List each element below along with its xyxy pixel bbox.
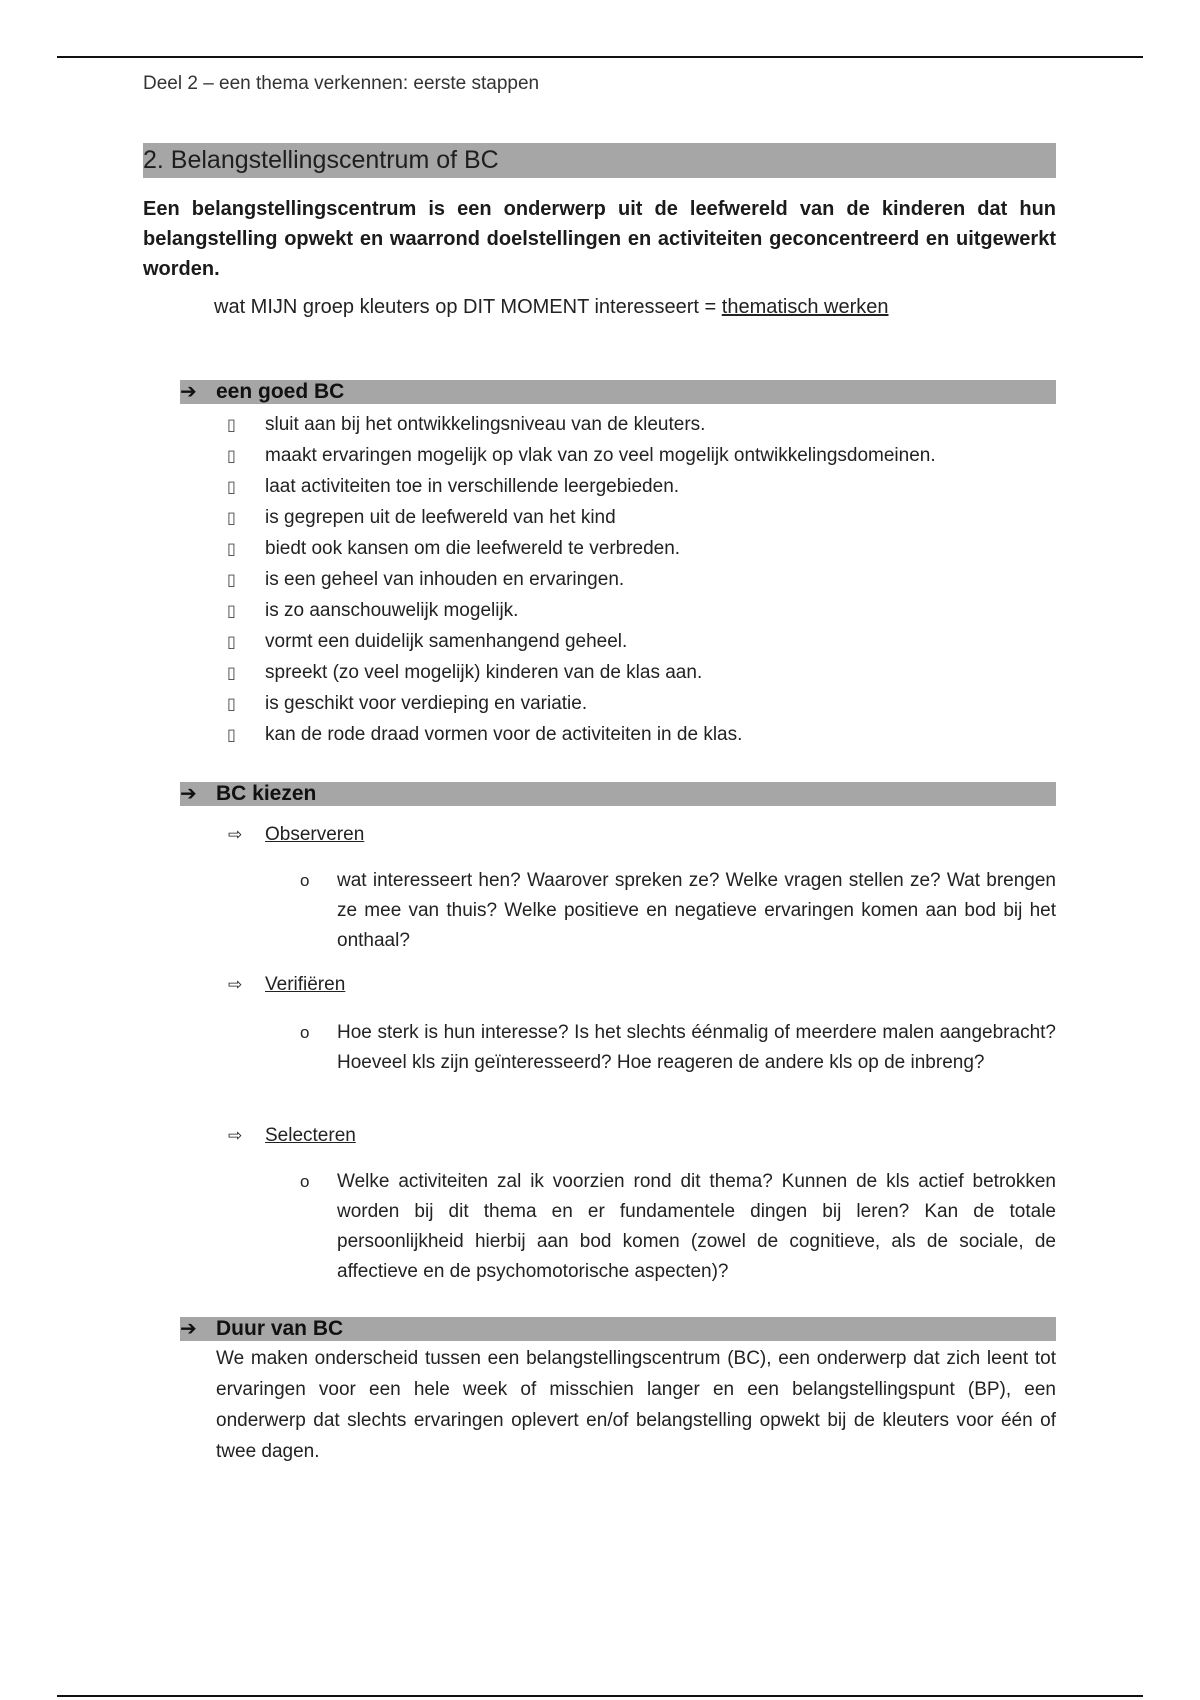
list-item [227,595,936,626]
list-item [227,657,936,688]
circle-bullet-icon: o [300,871,310,890]
list-item [227,471,936,502]
bullet-icon: ▯ [227,510,236,527]
list-item-text: kan de rode draad vormen voor de activiteiten in de klas. [265,724,743,745]
bullet-icon: ▯ [227,479,236,496]
list-item-text: vormt een duidelijk samenhangend geheel. [265,631,628,652]
list-item-text: sluit aan bij het ontwikkelingsniveau van de kleuters. [265,414,706,435]
step-observe [228,824,364,846]
arrow-right-icon: ➔ [180,1318,197,1340]
bullet-icon: ▯ [227,634,236,651]
list-item-text: biedt ook kansen om die leefwereld te verbreden. [265,538,681,559]
list-item-text: maakt ervaringen mogelijk op vlak van zo veel mogelijk ontwikkelingsdomeinen. [265,445,936,466]
good-bc-list [227,409,936,750]
step-label: Verifiëren [265,974,346,995]
bullet-icon: ▯ [227,541,236,558]
list-item-text: is zo aanschouwelijk mogelijk. [265,600,519,621]
heading-duration-label: Duur van BC [216,1317,344,1340]
list-item-text: is geschikt voor verdieping en variatie. [265,693,588,714]
tagline-emphasis: thematisch werken [721,296,889,318]
bullet-icon: ▯ [227,448,236,465]
bullet-icon: ▯ [227,417,236,434]
list-item [227,719,936,750]
bullet-icon: ▯ [227,665,236,682]
bullet-icon: ▯ [227,572,236,589]
list-item-text: is gegrepen uit de leefwereld van het kind [265,507,616,528]
heading-good-bc [180,380,1056,404]
tagline [214,296,889,319]
list-item [227,533,936,564]
bottom-rule [57,1695,1143,1697]
list-item-text: spreekt (zo veel mogelijk) kinderen van de klas aan. [265,662,703,683]
list-item-text: laat activiteiten toe in verschillende leergebieden. [265,476,680,497]
step-label: Selecteren [265,1125,356,1146]
running-head: Deel 2 – een thema verkennen: eerste stappen [143,73,540,94]
list-item [227,502,936,533]
step-detail-text: Hoe sterk is hun interesse? Is het slechts éénmalig of meerdere malen aangebracht? Hoeveel kls zijn geïnteresseerd? Hoe reageren de andere kls op de inbreng? [337,1022,1056,1073]
hollow-arrow-icon: ⇨ [228,825,243,844]
heading-choose-bc [180,782,1056,806]
list-item [227,440,936,471]
step-detail-text: wat interesseert hen? Waarover spreken ze? Welke vragen stellen ze? Wat brengen ze mee van thuis? Welke positieve en negatieve ervaringen komen aan bod bij het onthaal? [337,870,1056,951]
step-verify [228,974,345,996]
step-detail-text: Welke activiteiten zal ik voorzien rond dit thema? Kunnen de kls actief betrokken worden bij dit thema en er fundamentele dingen bij leren? Kan de totale persoonlijkheid hierbij aan bod komen (zowel de cognitieve, als de sociale, de affectieve en de psychomotorische aspecten)? [337,1171,1056,1282]
hollow-arrow-icon: ⇨ [228,975,243,994]
circle-bullet-icon: o [300,1023,310,1042]
tagline-prefix: wat MIJN groep kleuters op DIT MOMENT interesseert = [214,296,722,318]
arrow-right-icon: ➔ [180,381,197,403]
top-rule [57,56,1143,58]
list-item [227,409,936,440]
heading-duration [180,1317,1056,1341]
step-select [228,1125,356,1147]
list-item [227,626,936,657]
list-item [227,564,936,595]
circle-bullet-icon: o [300,1172,310,1191]
list-item [227,688,936,719]
bullet-icon: ▯ [227,727,236,744]
hollow-arrow-icon: ⇨ [228,1126,243,1145]
duration-paragraph: We maken onderscheid tussen een belangstellingscentrum (BC), een onderwerp dat zich leent tot ervaringen voor een hele week of misschien langer en een belangstellingspunt (BP), een onderwerp dat slechts ervaringen oplevert en/of belangstelling opwekt bij de kleuters voor één of twee dagen. [216,1348,1056,1462]
step-label: Observeren [265,824,365,845]
bullet-icon: ▯ [227,603,236,620]
definition-paragraph: Een belangstellingscentrum is een onderwerp uit de leefwereld van de kinderen dat hun belangstelling opwekt en waarrond doelstellingen en activiteiten geconcentreerd en uitgewerkt worden. [143,198,1056,280]
heading-good-bc-label: een goed BC [216,380,345,403]
bullet-icon: ▯ [227,696,236,713]
section-title: 2. Belangstellingscentrum of BC [143,143,1056,178]
arrow-right-icon: ➔ [180,783,197,805]
heading-choose-bc-label: BC kiezen [216,782,317,805]
list-item-text: is een geheel van inhouden en ervaringen. [265,569,625,590]
